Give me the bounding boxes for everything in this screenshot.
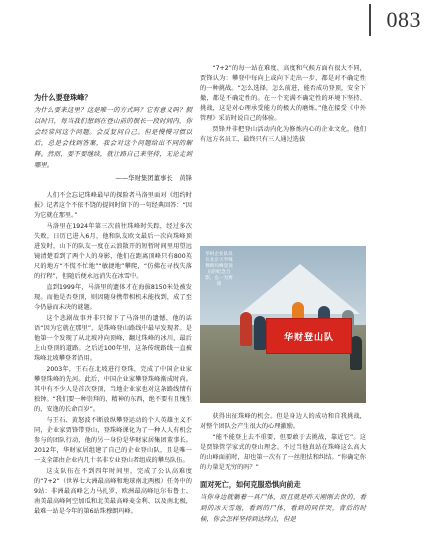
paragraph: 人们不会忘记珠峰最早的探险者马洛里面对《纽约时报》记者这个不依不饶的提问时留下的一句经典回答：“因为它就在那里。” — [34, 192, 192, 219]
left-paragraphs — [34, 191, 192, 517]
page-divider-line — [369, 4, 371, 36]
right-top-paragraphs — [200, 64, 366, 145]
subheading: 面对死亡，如何克服恐惧向前走 — [200, 480, 301, 489]
paragraph: 马洛里在1924年第三次前往珠峰时失踪，经过多次失败，日历已进入6月，他和队友欧文最后一次向珠峰顶进发时，山下的队友一度在云浪散开的短暂时间里用望远镜清楚看到了两个人的身影，他们在距离顶峰只有800英尺的地方“不慌不忙地”“敏捷地”攀爬，“仿佛在寻找失落的行程”，但随后便永远消失在冰雪中。 — [34, 223, 192, 280]
paragraph: 2003年，王石在北坡进行登珠，完成了中国企业家攀登珠峰的先河。此后，中国企业家攀登珠峰渐成时尚。其中有不少人是首次登顶，当地企业家也对这条路线情有独钟。“我们要一种崇拜的、精神的东西，绝不要有且愧生的、安逸的长命百岁”。 — [34, 366, 192, 413]
left-column — [34, 92, 192, 518]
paragraph: “7+2”的每一站在难度、高度和气候方面有很大不同，贾锋认为：攀登中每向上或向下走出一步，都是对不确定性的一种挑战。“怎么选择，怎么前进，能否成功登顶，安全下撤，都是不确定性的。在一个充满不确定性的环境下坚持、挑战，这是对心理承受能力的极大的磨炼。”他在接受《中外管理》采访时说自己的体验。 — [200, 65, 366, 122]
team-banner: 华财登山队 — [266, 318, 352, 354]
team-photo — [200, 246, 366, 403]
right-column-top — [200, 64, 366, 146]
paragraph: “能不能登上去不重要，但要敢于去挑战，靠近它”。这是贾锋管学家式的登山理念。不过当他真站在珠峰这么高大的山峰面前时，却也第一次有了一丝胆怯和纠结。“你确定你的力量是无穷的吗？” — [200, 434, 366, 471]
paragraph: 直到1999年，马洛里的遗体才在海拔8150米处被发现。而他是否登顶，则因随身携带相机未能找到，成了至今仍悬而未决的谜题。 — [34, 284, 192, 311]
photo-person — [254, 316, 266, 350]
photo-caption: 华财企业队员在北京大学珠穆朗玛峰登顶后的纪念合影，左一为贾锋 — [205, 252, 233, 287]
right-column-bottom — [200, 412, 366, 525]
closing-quote: 当你身边就躺着一具尸体，而且就是昨天刚刚去世的，看到的冰天雪地，看到的尸体，看到的同伴哭，背后的时候，你会怎样坚持到达终点，但是 — [200, 493, 366, 523]
paragraph: 贾锋并非把登山活动内化为修炼内心的企业文化，他们有远方名员工，最终只有三人通过选拔 — [200, 126, 366, 143]
paragraph: 这个悲剧故事并非只留下了马洛里的遗憾，他的话语“因为它就在那里”，是珠峰登山路线中最早发现者。是他第一个发现了从北坡冲向顶峰，翻过珠峰的冰川，最后上山登顶的道路。之后近100年里，这条传统路线一直被珠峰北坡攀登者沿用。 — [34, 315, 192, 362]
page-number-bar — [359, 0, 427, 40]
right-bottom-paragraphs — [200, 412, 366, 473]
quote-signature: ——华财集团董事长 黄锋 — [115, 174, 192, 182]
paragraph: 与王石、黄怒波不断放纵攀登运动的个人英雄主义不同，企业家贾锋带登山，登珠峰课化为了一种人人有机会参与的团队行动，他的另一身份是华财家居集团董事长。2012年，华财家居组建了自己的企业登山队，且是唯一一支全部由企业内几十名非专业登山者组成的攀鸟队伍。 — [34, 417, 192, 464]
photo-person — [240, 312, 252, 346]
paragraph: 这支队伍在不到四年时间里，完成了公认高难度的“7+2”（世界七大洲最高峰和地球南北两极）任务中的9站：非洲最高峰乞力马扎罗、欧洲最高峰厄尔布鲁士、南美最高峰阿空加瓜和北美最高峰麦金利、以及南北极，最难一站是今年的第6站珠穆朗玛峰。 — [34, 468, 192, 515]
section-heading: 为什么要登珠峰？ — [34, 93, 92, 102]
page-number: 083 — [386, 7, 421, 32]
paragraph: 获得出征珠峰的机会。但是身边人的成功和自我挑战，对整个团队会产生很大的心理激励。 — [200, 413, 366, 430]
intro-quote: 为什么要来这里？这是唯一的方式吗？它有意义吗？假以时日，每当我们想到在登山前的很长一段时间内，你会经常问这个问题。会反复问自己。但是慢慢习惯以后，总是会找到答案，我会对这个问题给出不同的解释。然而，要不要继续，就让路自己来坚持，无论走到哪里。 — [34, 106, 192, 169]
